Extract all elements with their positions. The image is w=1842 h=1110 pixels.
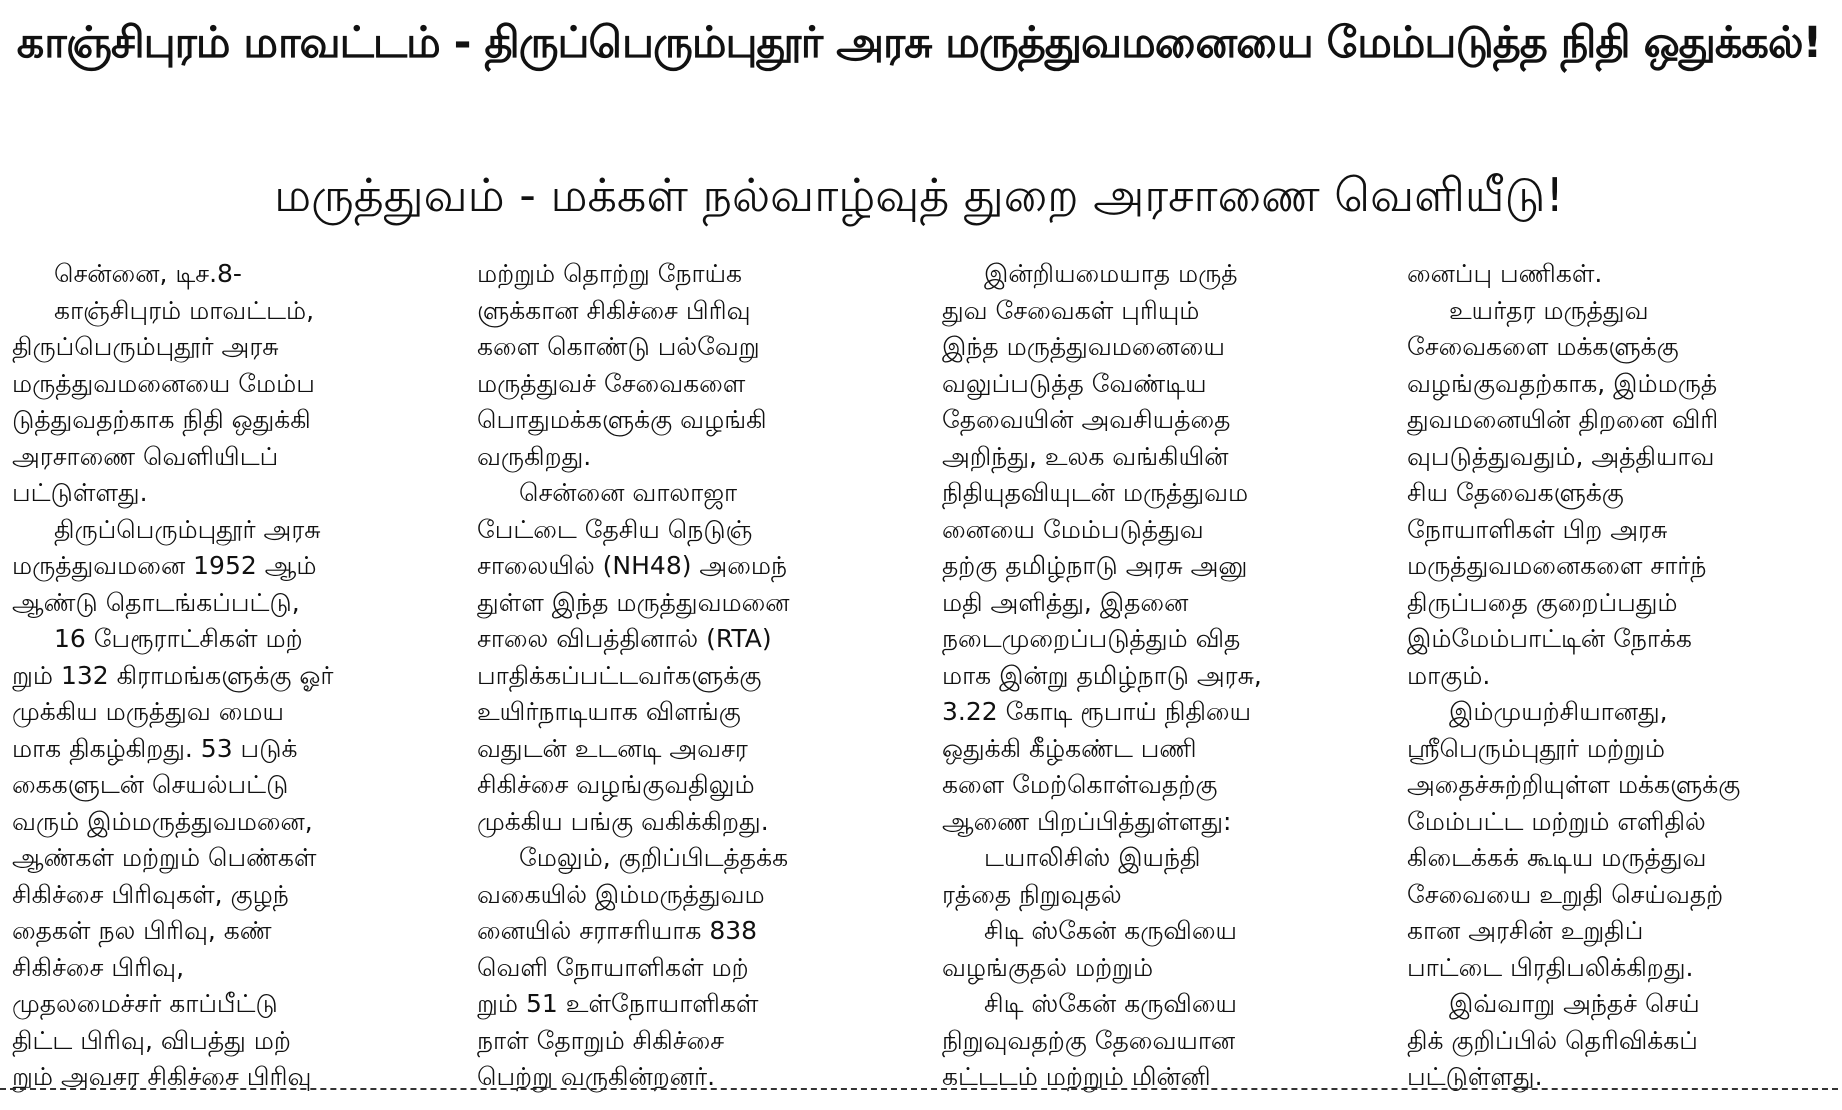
text-line: திருப்பெரும்புதூர் அரசு	[54, 514, 321, 544]
text-line: மாகும்.	[1407, 660, 1491, 690]
text-line: வுபடுத்துவதும், அத்தியாவ	[1407, 441, 1715, 471]
text-line: மேம்பட்ட மற்றும் எளிதில்	[1407, 806, 1706, 836]
text-line: மாக இன்று தமிழ்நாடு அரசு,	[942, 660, 1262, 690]
text-line: சிகிச்சை வழங்குவதிலும்	[477, 770, 755, 799]
text-line: துவமனையின் திறனை விரி	[1407, 405, 1719, 434]
text-column-4	[1407, 256, 1842, 1091]
text-line: மற்றும் தொற்று நோய்க	[477, 259, 743, 288]
text-line: சேவையை உறுதி செய்வதற்	[1407, 879, 1724, 909]
text-line: கிடைக்கக் கூடிய மருத்துவ	[1407, 843, 1707, 872]
text-line: தேவையின் அவசியத்தை	[942, 405, 1231, 434]
text-line: வதுடன் உடனடி அவசர	[477, 733, 748, 763]
text-line: காஞ்சிபுரம் மாவட்டம்,	[54, 295, 315, 325]
text-line: மேலும், குறிப்பிடத்தக்க	[519, 843, 789, 872]
text-line: அதைச்சுற்றியுள்ள மக்களுக்கு	[1407, 770, 1741, 799]
text-line: இவ்வாறு அந்தச் செய்	[1449, 989, 1700, 1018]
text-line: சிடி ஸ்கேன் கருவியை	[984, 989, 1237, 1018]
text-line: இந்த மருத்துவமனையை	[942, 332, 1225, 361]
text-line: வழங்குவதற்காக, இம்மருத்	[1407, 368, 1718, 398]
text-line: வலுப்படுத்த வேண்டிய	[942, 368, 1207, 398]
text-line: மருத்துவச் சேவைகளை	[477, 368, 746, 398]
text-line: மருத்துவமனைகளை சார்ந்	[1407, 551, 1707, 580]
text-line: னையில் சராசரியாக 838	[477, 916, 758, 945]
text-line: ஆண்டு தொடங்கப்பட்டு,	[12, 587, 300, 617]
headline: காஞ்சிபுரம் மாவட்டம் - திருப்பெரும்புதூர் அரசு மருத்துவமனையை மேம்படுத்த நிதி ஒதுக்கல்!	[16, 18, 1822, 68]
text-line: பாதிக்கப்பட்டவர்களுக்கு	[477, 660, 762, 690]
text-line: வருகிறது.	[477, 441, 592, 471]
text-line: முக்கிய பங்கு வகிக்கிறது.	[477, 806, 769, 836]
text-line: ஸ்ரீபெரும்புதூர் மற்றும்	[1407, 733, 1665, 763]
text-line: ஆண்கள் மற்றும் பெண்கள்	[12, 843, 317, 872]
text-line: களை கொண்டு பல்வேறு	[477, 332, 760, 361]
text-line: றும் 132 கிராமங்களுக்கு ஓர்	[12, 660, 334, 690]
text-line: ரத்தை நிறுவுதல்	[942, 879, 1122, 909]
text-line: அரசாணை வெளியிடப்	[12, 441, 279, 471]
text-line: நிறுவுவதற்கு தேவையான	[942, 1025, 1236, 1055]
text-line: ஒதுக்கி கீழ்கண்ட பணி	[942, 733, 1197, 763]
text-line: கட்டடம் மற்றும் மின்னி	[942, 1062, 1211, 1091]
text-line: னைப்பு பணிகள்.	[1407, 259, 1603, 288]
text-line: றும் 51 உள்நோயாளிகள்	[477, 989, 759, 1018]
text-line: சிடி ஸ்கேன் கருவியை	[984, 916, 1237, 945]
text-line: டுத்துவதற்காக நிதி ஒதுக்கி	[12, 405, 311, 434]
text-line: பேட்டை தேசிய நெடுஞ்	[477, 514, 753, 544]
text-line: சிகிச்சை பிரிவு,	[12, 952, 185, 982]
text-line: இம்மேம்பாட்டின் நோக்க	[1407, 624, 1692, 653]
text-line: மருத்துவமனையை மேம்ப	[12, 368, 315, 398]
text-line: இம்முயற்சியானது,	[1449, 697, 1668, 726]
text-line: முதலமைச்சர் காப்பீட்டு	[12, 989, 278, 1018]
text-line: தற்கு தமிழ்நாடு அரசு அனு	[942, 551, 1248, 580]
text-line: வரும் இம்மருத்துவமனை,	[12, 806, 313, 836]
text-line: நோயாளிகள் பிற அரசு	[1407, 514, 1668, 544]
text-line: சிகிச்சை பிரிவுகள், குழந்	[12, 879, 289, 909]
text-line: துவ சேவைகள் புரியும்	[942, 295, 1200, 325]
text-line: திருப்பெரும்புதூர் அரசு	[12, 332, 279, 361]
text-line: றும் அவசர சிகிச்சை பிரிவு	[12, 1062, 312, 1091]
text-line: சென்னை, டிச.8-	[54, 259, 242, 288]
text-line: பட்டுள்ளது.	[1407, 1062, 1543, 1091]
text-line: முக்கிய மருத்துவ மைய	[12, 697, 284, 726]
text-line: அறிந்து, உலக வங்கியின்	[942, 441, 1229, 471]
text-line: திக் குறிப்பில் தெரிவிக்கப்	[1407, 1025, 1698, 1055]
text-line: நாள் தோறும் சிகிச்சை	[477, 1025, 725, 1055]
text-line: சாலை விபத்தினால் (RTA)	[477, 624, 772, 653]
text-line: கான அரசின் உறுதிப்	[1407, 916, 1644, 945]
text-line: சாலையில் (NH48) அமைந்	[477, 551, 788, 580]
text-line: னையை மேம்படுத்துவ	[942, 514, 1204, 544]
article-body	[12, 256, 1838, 1091]
text-line: உயிர்நாடியாக விளங்கு	[477, 697, 741, 726]
text-line: டயாலிசிஸ் இயந்தி	[984, 843, 1201, 872]
text-line: பொதுமக்களுக்கு வழங்கி	[477, 405, 767, 434]
text-line: வழங்குதல் மற்றும்	[942, 952, 1154, 982]
text-line: தைகள் நல பிரிவு, கண்	[12, 916, 272, 945]
text-line: 3.22 கோடி ரூபாய் நிதியை	[942, 697, 1252, 726]
text-line: 16 பேரூராட்சிகள் மற்	[54, 624, 303, 653]
text-line: பெற்று வருகின்றனர்.	[477, 1062, 716, 1091]
text-line: கைகளுடன் செயல்பட்டு	[12, 770, 289, 799]
text-line: சென்னை வாலாஜா	[519, 478, 738, 507]
text-line: சிய தேவைகளுக்கு	[1407, 478, 1624, 507]
text-column-2	[477, 256, 912, 1091]
text-line: மாக திகழ்கிறது. 53 படுக்	[12, 733, 298, 763]
text-line: வெளி நோயாளிகள் மற்	[477, 952, 749, 982]
text-line: பாட்டை பிரதிபலிக்கிறது.	[1407, 952, 1694, 982]
text-line: இன்றியமையாத மருத்	[984, 259, 1238, 288]
text-line: களை மேற்கொள்வதற்கு	[942, 770, 1218, 799]
text-column-1	[12, 256, 447, 1091]
text-line: நிதியுதவியுடன் மருத்துவம	[942, 478, 1249, 507]
text-line: மதி அளித்து, இதனை	[942, 587, 1189, 617]
text-line: துள்ள இந்த மருத்துவமனை	[477, 587, 790, 617]
text-line: ளுக்கான சிகிச்சை பிரிவு	[477, 295, 751, 325]
text-line: மருத்துவமனை 1952 ஆம்	[12, 551, 317, 580]
text-line: பட்டுள்ளது.	[12, 478, 148, 507]
text-line: உயர்தர மருத்துவ	[1449, 295, 1649, 325]
subheadline: மருத்துவம் - மக்கள் நல்வாழ்வுத் துறை அரசாணை வெளியீடு!	[274, 168, 1564, 222]
text-line: திட்ட பிரிவு, விபத்து மற்	[12, 1025, 291, 1055]
text-line: வகையில் இம்மருத்துவம	[477, 879, 765, 909]
text-line: ஆணை பிறப்பித்துள்ளது:	[942, 806, 1232, 836]
text-column-3	[942, 256, 1377, 1091]
text-line: திருப்பதை குறைப்பதும்	[1407, 587, 1678, 617]
text-line: நடைமுறைப்படுத்தும் வித	[942, 624, 1241, 653]
text-line: சேவைகளை மக்களுக்கு	[1407, 332, 1679, 361]
dashed-cut-line	[0, 1088, 1838, 1090]
